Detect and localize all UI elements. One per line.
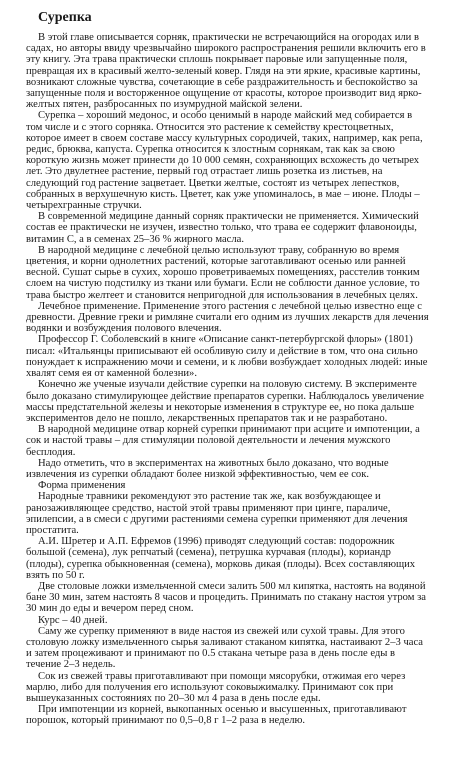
paragraph-intro: В этой главе описывается сорняк, практически не встречающийся на огородах или в садах, но авторы ввиду чрезвычайно широкого распространения решили включить его в эту книгу. Эта трава практически сплошь покрывает паровые или запущенные поля, превращая их в красивый желто-зеленый ковер. Глядя на эти яркие, красивые картины, возникают сложные чувства, сочетающие в себе раздражительность и беспокойство за запущенные поля и восторженное ощущение от красоты, которое производит вид ярко-желтых пятен, разбросанных по изумрудной майской зелени. bbox=[26, 32, 426, 111]
paragraph-juice: Сок из свежей травы приготавливают при помощи мясорубки, отжимая его через марлю, либо для получения его используют соковыжималку. Принимают сок при вышеуказанных состояниях по 20–30 мл 4 раза в день после еды. bbox=[26, 670, 406, 704]
paragraph-infusion: Саму же сурепку применяют в виде настоя из свежей или сухой травы. Для этого столовую ложку измельченного сырья заливают стаканом кипятка, настаивают 2–3 часа и затем процеживают и принимают по 0.5 стакана четыре раза в день после еды в течение 2–3 недель. bbox=[26, 625, 424, 671]
section-heading-application: Форма применения bbox=[38, 480, 126, 492]
paragraph-medical-use: Лечебное применение. Применение этого растения с лечебной целью известно еще с древности. Древние греки и римляне считали его одним из лучших лекарств для лечения водянки и возбуждения полового влечения. bbox=[26, 300, 429, 335]
chapter-title: Сурепка bbox=[38, 10, 92, 25]
paragraph-chemistry: В современной медицине данный сорняк практически не применяется. Химический состав ее практически не изучен, известно только, что трава ее содержит флавоноиды, витамин С, а в семенах 25–36 % жирного масла. bbox=[26, 211, 419, 245]
paragraph-powder: При импотенции из корней, выкопанных осенью и высушенных, приготавливают порошок, который принимают по 0,5–0,8 г 1–2 раза в неделю. bbox=[26, 704, 407, 727]
paragraph-research: Конечно же ученые изучали действие сурепки на половую систему. В эксперименте было доказано стимулирующее действие препаратов сурепки. Наблюдалось увеличение массы предстательной железы и некоторые изменения в структуре ее, но пока дальше экспериментов дело не пошло, лекарственных препаратов так и не разработано. bbox=[26, 379, 424, 424]
paragraph-harvesting: В народной медицине с лечебной целью используют траву, собранную во время цветения, и корни однолетних растений, которые заготавливают осенью или ранней весной. Сушат сырье в сухих, хорошо проветриваемых помещениях, расстелив тонким слоем на чистую подстилку из ткани или бумаги. Если не соблюсти данное условие, то трава быстро желтеет и становится непригодной для использования в лечебных целях. bbox=[26, 244, 420, 301]
paragraph-course: Курс – 40 дней. bbox=[38, 614, 108, 626]
paragraph-folk-medicine: В народной медицине отвар корней сурепки принимают при асците и импотенции, а сок и настой травы – для стимуляции половой деятельности и лечения мужского бесплодия. bbox=[26, 424, 420, 458]
paragraph-recipe-preparation: Две столовые ложки измельченной смеси залить 500 мл кипятка, настоять на водяной бане 30 мин, затем настоять 8 часов и процедить. Принимать по стакану настоя утром за 30 мин до еды и вечером перед сном. bbox=[26, 580, 426, 615]
paragraph-quote: Профессор Г. Соболевский в книге «Описание санкт-петербургской флоры» (1801) писал: «Итальянцы приписывают ей особливую силу и действие в том, что она сильно понуждает к испражнению мочи и семени, и к любви возбуждает холодных людей: иные хвалят семя ея от каменной болезни». bbox=[26, 334, 428, 380]
paragraph-herbalists: Народные травники рекомендуют это растение так же, как возбуждающее и ранозаживляющее средство, настой этой травы применяют при цинге, параличе, эпилепсии, а в смеси с другими растениями семена сурепки применяют для лечения простатита. bbox=[26, 491, 408, 536]
paragraph-experiments: Надо отметить, что в экспериментах на животных было доказано, что водные извлечения из сурепки обладают более низкой эффективностью, чем ее сок. bbox=[26, 457, 389, 480]
paragraph-description: Сурепка – хороший медонос, и особо ценимый в народе майский мед собирается в том числе и с этого сорняка. Относится это растение к семейству крестоцветных, которое имеет в своем составе массу культурных сородичей, таких, например, как репа, редис, брюква, капуста. Сурепка относится к злостным сорнякам, так как за свою короткую жизнь может принести до 10 000 семян, сохраняющих всхожесть до четырех лет. Это двулетнее растение, первый год отрастает лишь розетка из листьев, на следующий год растение зацветает. Цветки желтые, состоят из четырех лепестков, собранных в верхушечную кисть. Цветет, как уже упоминалось, в мае – июне. Плоды – четырехгранные стручки. bbox=[26, 110, 423, 212]
paragraph-recipe-composition: А.И. Шретер и А.П. Ефремов (1996) приводят следующий состав: подорожник большой (семена), лук репчатый (семена), петрушка курчавая (плоды), кориандр (плоды), сурепка обыкновенная (семена), морковь дикая (плоды). Всех составляющих взять по 50 г. bbox=[26, 536, 416, 581]
